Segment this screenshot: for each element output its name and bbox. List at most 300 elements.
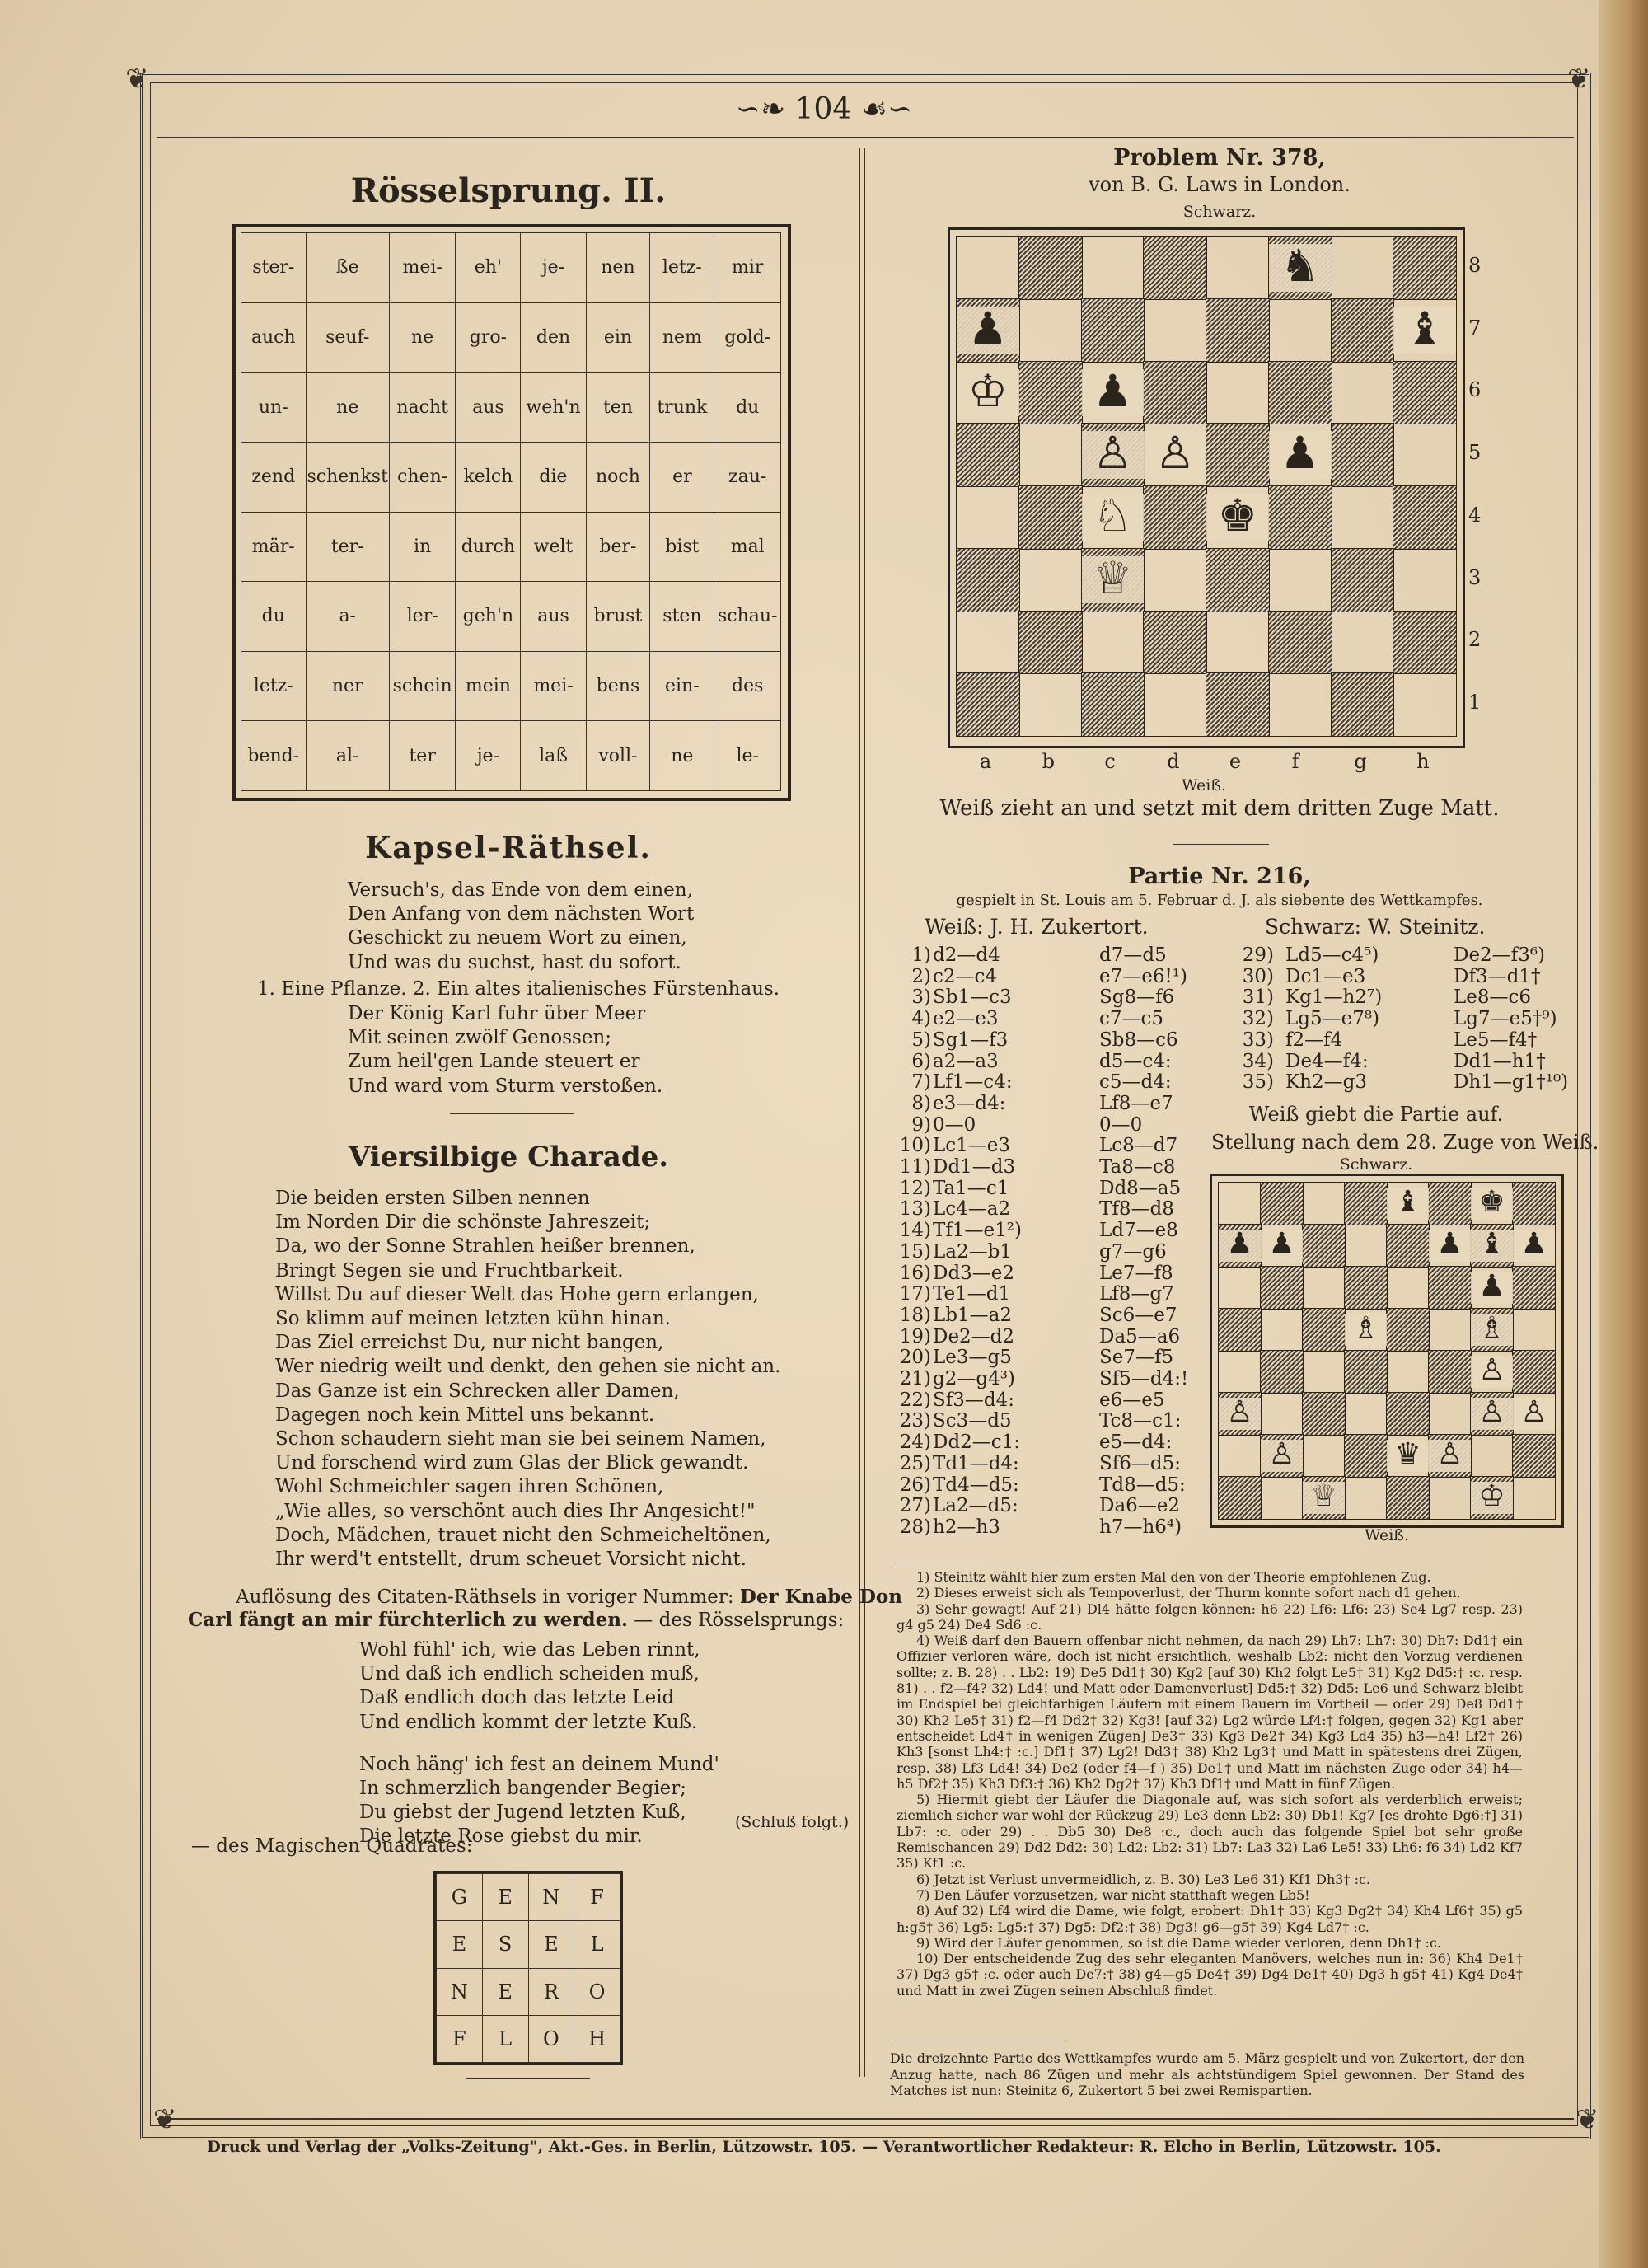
grid-cell: aus: [521, 582, 586, 652]
grid-cell: eh': [456, 233, 521, 303]
verse-line: Ihr werd't entstellt, drum scheuet Vorsicht nicht.: [275, 1549, 747, 1571]
chess-piece-icon: ♟: [1219, 1230, 1261, 1262]
kapsel-verse-2: [348, 1002, 662, 1099]
chess-piece-icon: ♙: [1471, 1398, 1513, 1430]
black-move: Tf8—d8: [1099, 1198, 1174, 1221]
black-move: e7—e6!¹): [1099, 965, 1187, 987]
move-number: 8): [911, 1092, 931, 1114]
magic-cell: L: [482, 2015, 528, 2062]
grid-cell: ein: [586, 302, 650, 373]
grid-cell: nacht: [389, 373, 455, 443]
magic-row: [437, 1921, 620, 1968]
grid-cell: laß: [521, 721, 586, 791]
roesselsprung-grid: [232, 224, 791, 801]
grid-cell: ße: [306, 233, 389, 303]
dark-square: [1345, 1351, 1387, 1393]
rank-label: 1: [1468, 691, 1482, 715]
verse-line: Geschickt zu neuem Wort zu einen,: [348, 927, 687, 949]
verse-line: Die beiden ersten Silben nennen: [275, 1188, 590, 1209]
charade-title: Viersilbige Charade.: [348, 1141, 669, 1174]
black-move: Le8—c6: [1454, 986, 1532, 1009]
footnote: 2) Dieses erweist sich als Tempoverlust, der Thurm konnte sofort nach d1 gehen.: [916, 1585, 1461, 1601]
grid-cell: aus: [456, 373, 521, 443]
chess-piece-icon: ♝: [1393, 307, 1456, 354]
grid-cell: auch: [241, 302, 307, 373]
grid-cell: ber-: [586, 512, 650, 582]
black-move: Le7—f8: [1099, 1262, 1173, 1284]
white-move: Td1—d4:: [933, 1452, 1019, 1474]
solution-line-2: [188, 1609, 844, 1631]
rank-label: 3: [1468, 565, 1482, 589]
dark-square: [1019, 362, 1082, 424]
grid-cell: des: [714, 651, 781, 721]
dark-square: [1513, 1435, 1555, 1477]
verse-line: Und was du suchst, hast du sofort.: [348, 951, 681, 973]
grid-cell: durch: [456, 512, 521, 582]
move-number: 13): [899, 1198, 931, 1221]
grid-cell: die: [521, 442, 586, 512]
magic-cell: N: [528, 1874, 574, 1921]
black-move: h7—h6⁴): [1099, 1516, 1182, 1538]
dark-square: [1393, 612, 1456, 674]
magic-square-table: [436, 1873, 620, 2063]
dark-square: [1513, 1267, 1555, 1309]
move-number: 25): [899, 1452, 931, 1474]
verse-line: Das Ziel erreichst Du, nur nicht bangen,: [275, 1332, 664, 1354]
file-label: c: [1104, 750, 1116, 773]
move-number: 29): [1242, 944, 1274, 966]
footnote: 7) Den Läufer vorzusetzen, war nicht statthaft wegen Lb5!: [916, 1886, 1310, 1903]
footnote: 5) Hiermit giebt der Läufer die Diagonale auf, was sich sofort als verderblich erweist; ziemlich sicher war wohl der Rückzug 29) Le3 denn Lb2: 30) Db1! Kg7 [es drohte Dg6:†] 31) Lb7: :c. oder 29) . . Db5 30) De8 :c., doch auch das folgende Spiel bot sehr große Remischancen 29) Dd2 Dd2: 30) Ld2: Lb2: 31) Lb7: La3 32) La6 Le5! 33) Lh6: f6 34) Ld2 Kf7 35) Kf1 :c.: [897, 1792, 1523, 1872]
verse-line: Das Ganze ist ein Schrecken aller Damen,: [275, 1380, 680, 1402]
dark-square: [1429, 1183, 1471, 1225]
chess-piece-icon: ♝: [1387, 1188, 1429, 1220]
chess-piece-icon: ♙: [1429, 1440, 1471, 1472]
grid-row: [241, 651, 781, 721]
light-square: [1429, 1477, 1471, 1519]
file-label: d: [1167, 750, 1180, 773]
chess-piece-icon: ♕: [1303, 1482, 1345, 1514]
magic-cell: E: [482, 1874, 528, 1921]
footnote: 3) Sehr gewagt! Auf 21) Dl4 hätte folgen können: h6 22) Lf6: Lf6: 23) Se4 Lg7 resp. 23) g4 g5 24) De4 Sd6 :c.: [897, 1600, 1523, 1633]
rank-label: 7: [1468, 316, 1482, 340]
solution-verse: [359, 1638, 719, 1849]
verse-line: Bringt Segen sie und Fruchtbarkeit.: [275, 1259, 624, 1282]
verse-line: So klimm auf meinen letzten kühn hinan.: [275, 1308, 671, 1330]
position-chessboard: [1210, 1174, 1564, 1528]
black-move: Le5—f4†: [1454, 1029, 1538, 1051]
kapsel-verse: [348, 879, 694, 975]
dark-square: [1387, 1309, 1429, 1351]
verse-line: „Wie alles, so verschönt auch dies Ihr Angesicht!": [275, 1500, 756, 1522]
magic-square: [433, 1871, 623, 2065]
move-number: 26): [899, 1474, 931, 1496]
chess-piece-icon: ♟: [957, 307, 1019, 354]
light-square: [1429, 1309, 1471, 1351]
problem-author: von B. G. Laws in London.: [1089, 173, 1351, 196]
move-number: 34): [1242, 1050, 1274, 1072]
light-square: [1345, 1477, 1387, 1519]
dark-square: [1144, 237, 1206, 299]
roesselsprung-title: Rösselsprung. II.: [350, 171, 667, 210]
light-square: [957, 237, 1019, 299]
light-square: [1269, 673, 1332, 736]
file-label: h: [1416, 750, 1430, 773]
light-square: [1393, 673, 1456, 736]
dark-square: [1144, 486, 1206, 549]
grid-cell: er: [650, 442, 714, 512]
solution-answer: Der Knabe Don: [739, 1586, 902, 1608]
solution-line-1: [236, 1586, 902, 1608]
chess-piece-icon: ♚: [1471, 1188, 1513, 1220]
move-number: 22): [899, 1389, 931, 1411]
black-move: Lf8—g7: [1099, 1283, 1174, 1305]
grid-cell: ten: [586, 373, 650, 443]
grid-cell: bens: [586, 651, 650, 721]
verse-line: Wohl Schmeichler sagen ihren Schönen,: [275, 1476, 664, 1498]
light-square: [1345, 1225, 1387, 1267]
magic-row: [437, 1968, 620, 2015]
resign-line: Weiß giebt die Partie auf.: [1248, 1103, 1504, 1126]
grid-row: [241, 442, 781, 512]
dark-square: [1332, 299, 1394, 362]
black-move: Sb8—c6: [1099, 1029, 1178, 1051]
white-move: Kg1—h2⁷): [1285, 986, 1383, 1009]
move-number: 7): [911, 1071, 931, 1094]
dark-square: [1144, 362, 1206, 424]
white-move: Sg1—f3: [933, 1029, 1009, 1051]
verse-line: Mit seinen zwölf Genossen;: [348, 1027, 612, 1049]
solution-text: Auflösung des Citaten-Räthsels in voriger Nummer:: [236, 1586, 734, 1608]
grid-cell: ter: [389, 721, 455, 791]
chess-piece-icon: ♗: [1471, 1314, 1513, 1346]
grid-cell: zend: [241, 442, 307, 512]
game-notes: [897, 1569, 1523, 1999]
light-square: [1019, 424, 1082, 486]
white-move: Lc4—a2: [933, 1198, 1011, 1221]
black-move: Sc6—e7: [1099, 1304, 1177, 1326]
corner-ornament-icon: ❦: [125, 63, 149, 96]
dark-square: [1387, 1477, 1429, 1519]
move-number: 11): [899, 1156, 931, 1178]
column-divider: [859, 148, 860, 2077]
grid-row: [241, 302, 781, 373]
verse-line: Und forschend wird zum Glas der Blick gewandt.: [275, 1452, 749, 1474]
board-inner: [957, 237, 1456, 736]
verse-line: Da, wo der Sonne Strahlen heißer brennen,: [275, 1235, 695, 1258]
chess-piece-icon: ♙: [1082, 431, 1145, 479]
move-number: 15): [899, 1240, 931, 1263]
light-square: [1219, 1183, 1261, 1225]
white-move: d2—d4: [933, 944, 1000, 966]
grid-cell: letz-: [241, 651, 307, 721]
black-label: Schwarz.: [1182, 203, 1257, 221]
kapsel-title: Kapsel-Räthsel.: [365, 831, 652, 865]
column-divider: [864, 148, 865, 2077]
magic-cell: E: [528, 1921, 574, 1968]
light-square: [1345, 1393, 1387, 1435]
dark-square: [1303, 1309, 1345, 1351]
white-player: Weiß: J. H. Zukertort.: [925, 915, 1149, 939]
light-square: [1332, 362, 1394, 424]
magic-cell: O: [528, 2015, 574, 2062]
black-move: Da6—e2: [1099, 1495, 1181, 1517]
white-move: Lg5—e7⁸): [1285, 1008, 1380, 1030]
verse-line: Wohl fühl' ich, wie das Leben rinnt,: [359, 1639, 700, 1661]
white-label-2: Weiß.: [1364, 1526, 1410, 1544]
white-move: e2—e3: [933, 1008, 999, 1030]
magic-cell: H: [574, 2015, 620, 2062]
dark-square: [1303, 1225, 1345, 1267]
dark-square: [1219, 1477, 1261, 1519]
white-move: Ld5—c4⁵): [1285, 944, 1379, 966]
light-square: [1393, 424, 1456, 486]
verse-line: Der König Karl fuhr über Meer: [348, 1003, 646, 1024]
rank-label: 2: [1468, 628, 1482, 652]
file-label: f: [1291, 750, 1299, 773]
grid-cell: gro-: [456, 302, 521, 373]
dark-square: [1206, 549, 1269, 612]
charade-verse: [275, 1187, 780, 1572]
white-move: Sf3—d4:: [933, 1389, 1015, 1411]
dark-square: [1303, 1393, 1345, 1435]
chess-piece-icon: ♘: [1082, 494, 1145, 541]
light-square: [1019, 549, 1082, 612]
white-move: Dd1—d3: [933, 1156, 1016, 1178]
verse-line: Die letzte Rose giebst du mir.: [359, 1825, 643, 1848]
light-square: [1303, 1435, 1345, 1477]
grid-cell: ne: [650, 721, 714, 791]
white-move: f2—f4: [1285, 1029, 1343, 1051]
grid-cell: ne: [389, 302, 455, 373]
dark-square: [1019, 612, 1082, 674]
rank-label: 4: [1468, 503, 1482, 527]
grid-cell: bist: [650, 512, 714, 582]
move-number: 5): [911, 1029, 931, 1051]
light-square: [1332, 612, 1394, 674]
grid-cell: bend-: [241, 721, 307, 791]
move-number: 27): [899, 1495, 931, 1517]
light-square: [1393, 549, 1456, 612]
solution-answer: Carl fängt an mir fürchterlich zu werden.: [188, 1609, 628, 1631]
verse-line: Daß endlich doch das letzte Leid: [359, 1687, 675, 1709]
grid-cell: un-: [241, 373, 307, 443]
dark-square: [1019, 237, 1082, 299]
dark-square: [1206, 299, 1269, 362]
grid-cell: a-: [306, 582, 389, 652]
black-move: Lg7—e5†⁹): [1454, 1008, 1557, 1030]
dark-square: [1345, 1267, 1387, 1309]
verse-line: Doch, Mädchen, trauet nicht den Schmeicheltönen,: [275, 1524, 771, 1546]
white-move: Sb1—c3: [933, 986, 1012, 1009]
file-label: e: [1229, 750, 1242, 773]
verse-line: Im Norden Dir die schönste Jahreszeit;: [275, 1211, 651, 1234]
grid-cell: schein: [389, 651, 455, 721]
verse-line: Willst Du auf dieser Welt das Hohe gern erlangen,: [275, 1283, 759, 1305]
grid-cell: zau-: [714, 442, 781, 512]
grid-cell: schenkst: [306, 442, 389, 512]
grid-cell: letz-: [650, 233, 714, 303]
black-move: c7—c5: [1099, 1008, 1164, 1030]
grid-row: [241, 721, 781, 791]
dark-square: [1393, 362, 1456, 424]
dark-square: [1261, 1183, 1303, 1225]
magic-label: — des Magischen Quadrates:: [191, 1835, 473, 1857]
white-move: Lf1—c4:: [933, 1071, 1013, 1094]
dark-square: [1206, 424, 1269, 486]
grid-cell: ein-: [650, 651, 714, 721]
move-number: 14): [899, 1220, 931, 1242]
dark-square: [1332, 549, 1394, 612]
light-square: [1429, 1393, 1471, 1435]
move-number: 23): [899, 1410, 931, 1432]
dark-square: [957, 673, 1019, 736]
dark-square: [1345, 1435, 1387, 1477]
magic-row: [437, 1874, 620, 1921]
chess-piece-icon: ♛: [1387, 1440, 1429, 1472]
white-move: Lc1—e3: [933, 1135, 1011, 1157]
black-move: Df3—d1†: [1454, 965, 1541, 987]
grid-cell: du: [714, 373, 781, 443]
footnote: 4) Weiß darf den Bauern offenbar nicht nehmen, da nach 29) Lh7: Lh7: 30) Dh7: Dd1† ein Offizier verloren wäre, doch ist nicht ersichtlich, weshalb Lb2: nicht den Vorzug verdienen sollte; z. B. 28) . . Lb2: 19) De5 Dd1† 30) Kg2 [auf 30) Kh2 folgt Le5† 31) Kg2 Dd5:† :c. resp. 81) . . f2—f4? 32) Ld4! und Matt oder Damenverlust] Dd5:† 32) Dd5: Le6 und Schwarz bleibt im Endspiel bei gleichfarbigen Läufern mit einem Bauern im Vortheil — oder 29) De8 Dd1† 30) Kh2 Le5† 31) f2—f4 Dd2† 32) Kg3! [auf 32) Lg2 würde Lf4:† folgen, gegen 32) Kg1 aber entscheidet Ld4† in wenigen Zügen] De3† 33) Kg3 De2† 34) Kg3 Ld4 35) h3—h4! Lf2† 26) Kh3 [sonst Lh4:† :c.] Df1† 37) Lg2! Dd3† 38) Kh2 Lg3† und Matt in spätestens drei Zügen, resp. 38) Lf3 Ld4! 34) De2 (oder f4—f ) 35) De1† und Matt im nächsten Zuge oder 34) h4—h5 Df2† 35) Kh3 Df3:† 36) Kh2 Dg2† 37) Kh3 Df1† und Matt in fünf Zügen.: [897, 1633, 1523, 1792]
rank-label: 6: [1468, 378, 1482, 402]
chess-piece-icon: ♝: [1471, 1230, 1513, 1262]
light-square: [1261, 1477, 1303, 1519]
magic-cell: G: [437, 1874, 483, 1921]
grid-cell: in: [389, 512, 455, 582]
chess-piece-icon: ♙: [1471, 1356, 1513, 1388]
grid-cell: welt: [521, 512, 586, 582]
chess-piece-icon: ♟: [1261, 1230, 1303, 1262]
light-square: [1219, 1267, 1261, 1309]
move-number: 2): [911, 965, 931, 987]
white-move: Dd3—e2: [933, 1262, 1015, 1284]
black-label-2: Schwarz.: [1339, 1155, 1413, 1174]
page-number: [0, 92, 1648, 126]
verse-line: Dagegen noch kein Mittel uns bekannt.: [275, 1403, 655, 1426]
move-number: 10): [899, 1135, 931, 1157]
dark-square: [1261, 1351, 1303, 1393]
move-number: 21): [899, 1368, 931, 1389]
problem-title: Problem Nr. 378,: [1113, 145, 1326, 171]
white-move: Tf1—e1²): [933, 1220, 1022, 1242]
white-move: g2—g4³): [933, 1368, 1015, 1389]
black-player: Schwarz: W. Steinitz.: [1265, 915, 1486, 939]
light-square: [1082, 612, 1145, 674]
light-square: [1332, 486, 1394, 549]
move-number: 35): [1242, 1071, 1274, 1094]
dark-square: [1345, 1183, 1387, 1225]
grid-cell: ter-: [306, 512, 389, 582]
move-number: 3): [911, 986, 931, 1009]
chess-piece-icon: ♟: [1269, 431, 1332, 479]
grid-row: [241, 512, 781, 582]
black-move: e6—e5: [1099, 1389, 1165, 1411]
white-move: c2—c4: [933, 965, 998, 987]
grid-cell: mir: [714, 233, 781, 303]
dark-square: [1393, 237, 1456, 299]
move-number: 28): [899, 1516, 931, 1538]
move-number: 20): [899, 1347, 931, 1369]
grid-cell: mal: [714, 512, 781, 582]
chess-piece-icon: ♔: [1471, 1482, 1513, 1514]
verse-line: [359, 1735, 719, 1753]
black-move: Td8—d5:: [1099, 1474, 1186, 1496]
black-move: De2—f3⁶): [1454, 944, 1546, 966]
file-label: g: [1354, 750, 1367, 773]
chess-piece-icon: ♙: [1513, 1398, 1555, 1430]
page-number-value: 104: [794, 92, 852, 126]
file-label: b: [1042, 750, 1055, 773]
problem-chessboard: [948, 227, 1465, 748]
magic-cell: N: [437, 1968, 483, 2015]
dark-square: [1332, 673, 1394, 736]
white-move: a2—a3: [933, 1050, 999, 1072]
grid-cell: trunk: [650, 373, 714, 443]
black-move: Sg8—f6: [1099, 986, 1175, 1009]
black-move: d7—d5: [1099, 944, 1167, 966]
move-number: 17): [899, 1283, 931, 1305]
chess-piece-icon: ♟: [1513, 1230, 1555, 1262]
corner-ornament-icon: ❦: [153, 2103, 177, 2136]
white-label: Weiß.: [1181, 776, 1227, 794]
grid-cell: mei-: [521, 651, 586, 721]
white-move: Ta1—c1: [933, 1177, 1009, 1199]
verse-line: Den Anfang von dem nächsten Wort: [348, 903, 695, 925]
white-move: Lb1—a2: [933, 1304, 1012, 1326]
black-move: Da5—a6: [1099, 1325, 1181, 1347]
grid-row: [241, 233, 781, 303]
footnote: 10) Der entscheidende Zug des sehr eleganten Manövers, welches nun in: 36) Kh4 De1† 37) Dg3 g5† :c. oder auch De7:† 38) g4—g5 De4† 39) Dg4 De1† 40) Dg3 h g5† 41) Kg4 De4† und Matt in zwei Zügen seinen Abschluß findet.: [897, 1951, 1523, 1999]
verse-line: Versuch's, das Ende von dem einen,: [348, 879, 693, 901]
magic-cell: E: [437, 1921, 483, 1968]
magic-cell: R: [528, 1968, 574, 2015]
move-number: 18): [899, 1304, 931, 1326]
light-square: [1082, 237, 1145, 299]
light-square: [1219, 1435, 1261, 1477]
grid-row: [241, 373, 781, 443]
grid-cell: chen-: [389, 442, 455, 512]
grid-cell: mei-: [389, 233, 455, 303]
grid-row: [241, 582, 781, 652]
move-number: 30): [1242, 965, 1274, 987]
dark-square: [1206, 673, 1269, 736]
dark-square: [1387, 1393, 1429, 1435]
light-square: [1269, 549, 1332, 612]
black-move: Ld7—e8: [1099, 1220, 1178, 1242]
black-move: d5—c4:: [1099, 1050, 1172, 1072]
chess-piece-icon: ♞: [1269, 244, 1332, 292]
move-number: 4): [911, 1008, 931, 1030]
chess-piece-icon: ♙: [1261, 1440, 1303, 1472]
move-number: 19): [899, 1325, 931, 1347]
verse-line: In schmerzlich bangender Begier;: [359, 1778, 686, 1800]
light-square: [1471, 1435, 1513, 1477]
grid-cell: mär-: [241, 512, 307, 582]
board-inner: [1219, 1183, 1555, 1519]
dark-square: [957, 424, 1019, 486]
light-square: [957, 612, 1019, 674]
light-square: [957, 486, 1019, 549]
magic-cell: S: [482, 1921, 528, 1968]
black-move: Dh1—g1†¹⁰): [1454, 1071, 1569, 1094]
grid-cell: gold-: [714, 302, 781, 373]
section-divider: [1173, 844, 1269, 845]
chess-piece-icon: ♔: [957, 369, 1019, 417]
dark-square: [1429, 1267, 1471, 1309]
verse-line: Und endlich kommt der letzte Kuß.: [359, 1711, 698, 1733]
chess-piece-icon: ♗: [1345, 1314, 1387, 1346]
